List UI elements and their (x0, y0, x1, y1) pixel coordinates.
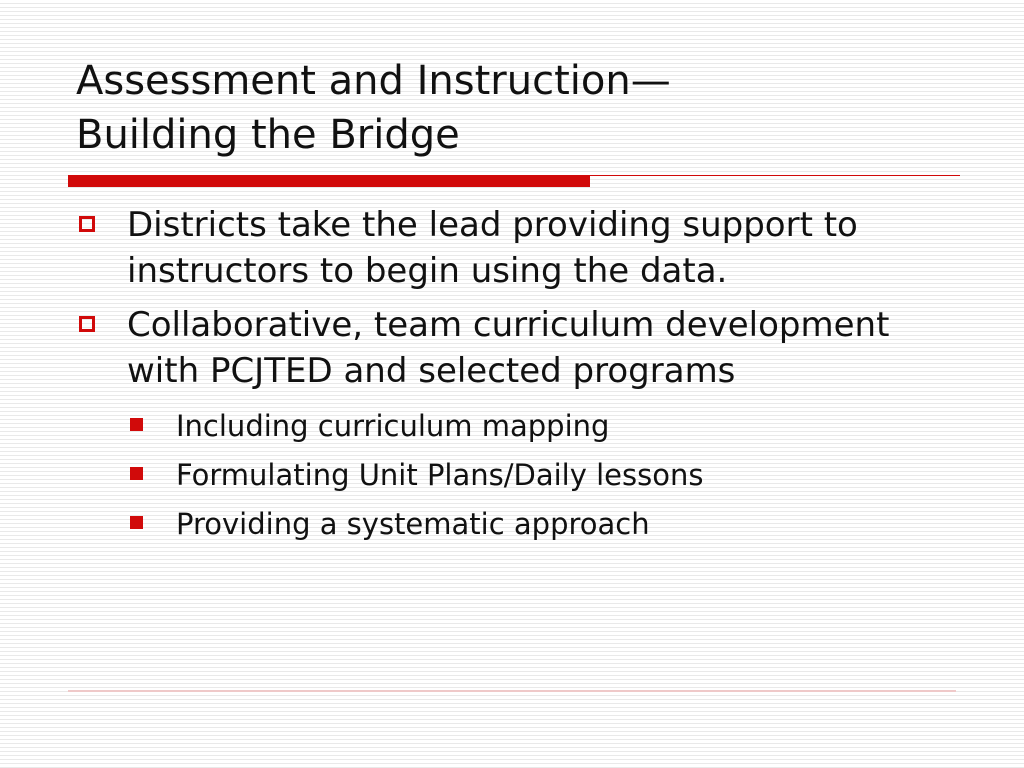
sub-bullet-item (76, 500, 956, 549)
title-underline-thin (590, 175, 960, 176)
bullet-text: Collaborative, team curriculum development with PCJTED and selected programs (127, 305, 890, 391)
slide-title-line-1: Assessment and Instruction— (76, 58, 671, 104)
bullet-text: Districts take the lead providing support to instructors to begin using the data. (127, 205, 858, 291)
filled-square-icon (130, 467, 143, 480)
sub-bullet-text: Providing a systematic approach (176, 507, 650, 541)
sub-bullet-item (76, 451, 956, 500)
slide-body (76, 202, 956, 549)
filled-square-icon (130, 418, 143, 431)
filled-square-icon (130, 516, 143, 529)
sub-bullet-text: Including curriculum mapping (176, 409, 610, 443)
slide-title (76, 54, 976, 162)
sub-bullet-item (76, 402, 956, 451)
bullet-item (76, 202, 956, 294)
hollow-square-icon (79, 316, 95, 332)
sub-bullet-text: Formulating Unit Plans/Daily lessons (176, 458, 704, 492)
slide-title-line-2: Building the Bridge (76, 112, 460, 158)
bullet-item (76, 302, 956, 394)
hollow-square-icon (79, 216, 95, 232)
title-underline-thick (68, 175, 590, 187)
footer-divider (68, 690, 956, 692)
